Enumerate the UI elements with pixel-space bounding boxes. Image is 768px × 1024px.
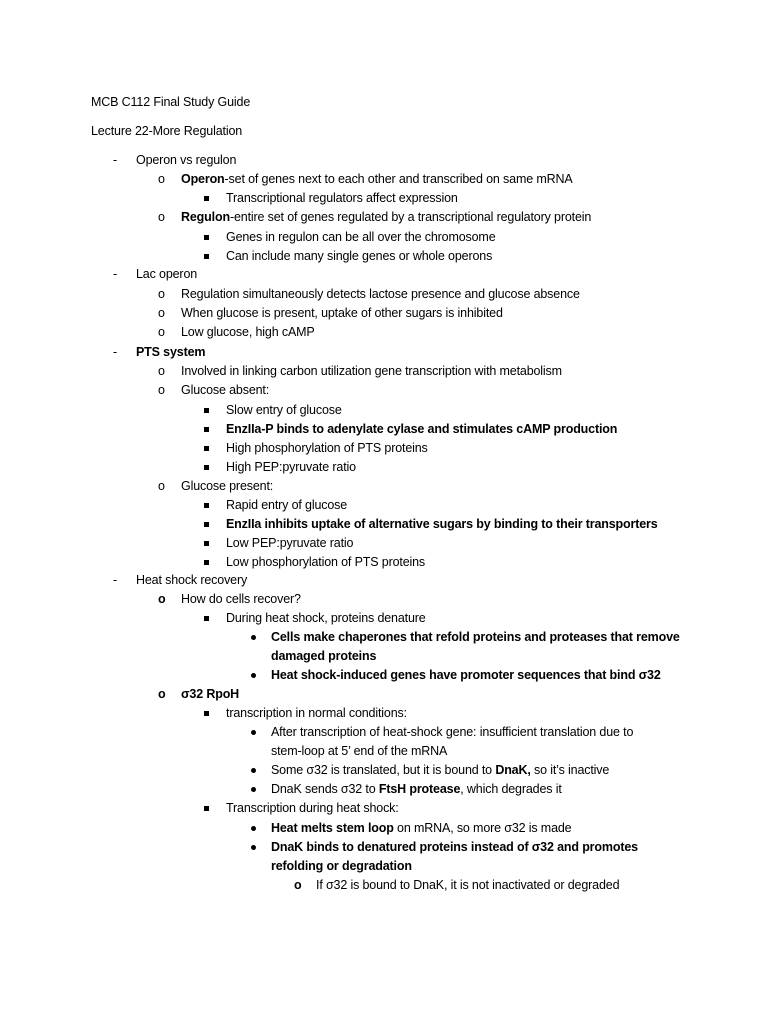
square-bullet: [204, 196, 209, 201]
list-item: Lac operon: [136, 267, 198, 281]
list-item: Rapid entry of glucose: [226, 498, 348, 512]
definition-text: -set of genes next to each other and transcribed on same mRNA: [224, 172, 573, 186]
dnak-term: DnaK,: [495, 763, 531, 777]
sigma32-term: σ32: [638, 668, 661, 682]
list-item: When glucose is present, uptake of other sugars is inhibited: [181, 306, 503, 320]
circle-bullet: o: [158, 364, 165, 378]
round-bullet: [251, 787, 256, 792]
list-item: [181, 171, 573, 187]
list-item: PTS system: [136, 345, 206, 359]
list-item: [271, 762, 609, 778]
square-bullet: [204, 427, 209, 432]
list-item: Operon vs regulon: [136, 153, 237, 167]
square-bullet: [204, 560, 209, 565]
square-bullet: [204, 446, 209, 451]
circle-bullet: o: [294, 878, 302, 892]
list-item-text: Some σ32 is translated, but it is bound to: [271, 763, 496, 777]
list-item: σ32 RpoH: [181, 687, 240, 701]
list-item: High phosphorylation of PTS proteins: [226, 441, 428, 455]
list-item-text: on mRNA, so more σ32 is made: [393, 821, 572, 835]
list-item: Slow entry of glucose: [226, 403, 342, 417]
list-item: Cells make chaperones that refold proteins and proteases that remove: [271, 630, 680, 644]
list-item: Heat shock recovery: [136, 573, 248, 587]
round-bullet: [251, 673, 256, 678]
round-bullet: [251, 826, 256, 831]
circle-bullet: o: [158, 592, 166, 606]
list-item: Regulation simultaneously detects lactose presence and glucose absence: [181, 287, 580, 301]
square-bullet: [204, 235, 209, 240]
list-item-continuation: stem-loop at 5’ end of the mRNA: [271, 744, 448, 758]
circle-bullet: o: [158, 172, 165, 186]
list-item: Transcriptional regulators affect expression: [226, 191, 458, 205]
list-item: Transcription during heat shock:: [226, 801, 399, 815]
list-item: [271, 667, 661, 683]
term-operon: Operon: [181, 172, 225, 186]
dash-bullet: -: [113, 267, 118, 281]
square-bullet: [204, 503, 209, 508]
lecture-heading: Lecture 22-More Regulation: [91, 124, 243, 138]
term-regulon: Regulon: [181, 210, 230, 224]
document-title: MCB C112 Final Study Guide: [91, 95, 251, 109]
list-item-continuation: damaged proteins: [271, 649, 377, 663]
list-item: High PEP:pyruvate ratio: [226, 460, 356, 474]
list-item: Low PEP:pyruvate ratio: [226, 536, 354, 550]
circle-bullet: o: [158, 687, 166, 701]
circle-bullet: o: [158, 210, 165, 224]
circle-bullet: o: [158, 287, 165, 301]
list-item: How do cells recover?: [181, 592, 301, 606]
circle-bullet: o: [158, 325, 165, 339]
round-bullet: [251, 730, 256, 735]
square-bullet: [204, 465, 209, 470]
square-bullet: [204, 806, 209, 811]
list-item: During heat shock, proteins denature: [226, 611, 426, 625]
list-item: [181, 209, 591, 225]
circle-bullet: o: [158, 383, 165, 397]
square-bullet: [204, 616, 209, 621]
list-item: If σ32 is bound to DnaK, it is not inactivated or degraded: [316, 878, 620, 892]
list-item-text: Heat shock-induced genes have promoter sequences that bind: [271, 668, 639, 682]
square-bullet: [204, 522, 209, 527]
list-item: Genes in regulon can be all over the chromosome: [226, 230, 496, 244]
list-item: Low glucose, high cAMP: [181, 325, 315, 339]
round-bullet: [251, 635, 256, 640]
circle-bullet: o: [158, 479, 165, 493]
dash-bullet: -: [113, 153, 118, 167]
emphasis-text: Heat melts stem loop: [271, 821, 394, 835]
square-bullet: [204, 408, 209, 413]
round-bullet: [251, 768, 256, 773]
list-item: [271, 820, 571, 836]
list-item: Can include many single genes or whole operons: [226, 249, 493, 263]
list-item: EnzIIa inhibits uptake of alternative sugars by binding to their transporters: [226, 517, 658, 531]
list-item: Glucose present:: [181, 479, 274, 493]
square-bullet: [204, 254, 209, 259]
list-item-text: DnaK sends σ32 to: [271, 782, 379, 796]
list-item-continuation: refolding or degradation: [271, 859, 412, 873]
circle-bullet: o: [158, 306, 165, 320]
list-item: EnzIIa-P binds to adenylate cylase and stimulates cAMP production: [226, 422, 618, 436]
square-bullet: [204, 711, 209, 716]
dash-bullet: -: [113, 573, 118, 587]
list-item: Glucose absent:: [181, 383, 270, 397]
list-item: DnaK binds to denatured proteins instead of σ32 and promotes: [271, 840, 638, 854]
list-item-text: so it’s inactive: [530, 763, 610, 777]
round-bullet: [251, 845, 256, 850]
list-item: Involved in linking carbon utilization gene transcription with metabolism: [181, 364, 562, 378]
dash-bullet: -: [113, 345, 118, 359]
list-item: After transcription of heat-shock gene: insufficient translation due to: [271, 725, 634, 739]
list-item: Low phosphorylation of PTS proteins: [226, 555, 426, 569]
definition-text: -entire set of genes regulated by a transcriptional regulatory protein: [229, 210, 592, 224]
list-item: [271, 781, 562, 797]
list-item-text: , which degrades it: [460, 782, 562, 796]
list-item: transcription in normal conditions:: [226, 706, 407, 720]
square-bullet: [204, 541, 209, 546]
ftsh-term: FtsH protease: [378, 782, 461, 796]
